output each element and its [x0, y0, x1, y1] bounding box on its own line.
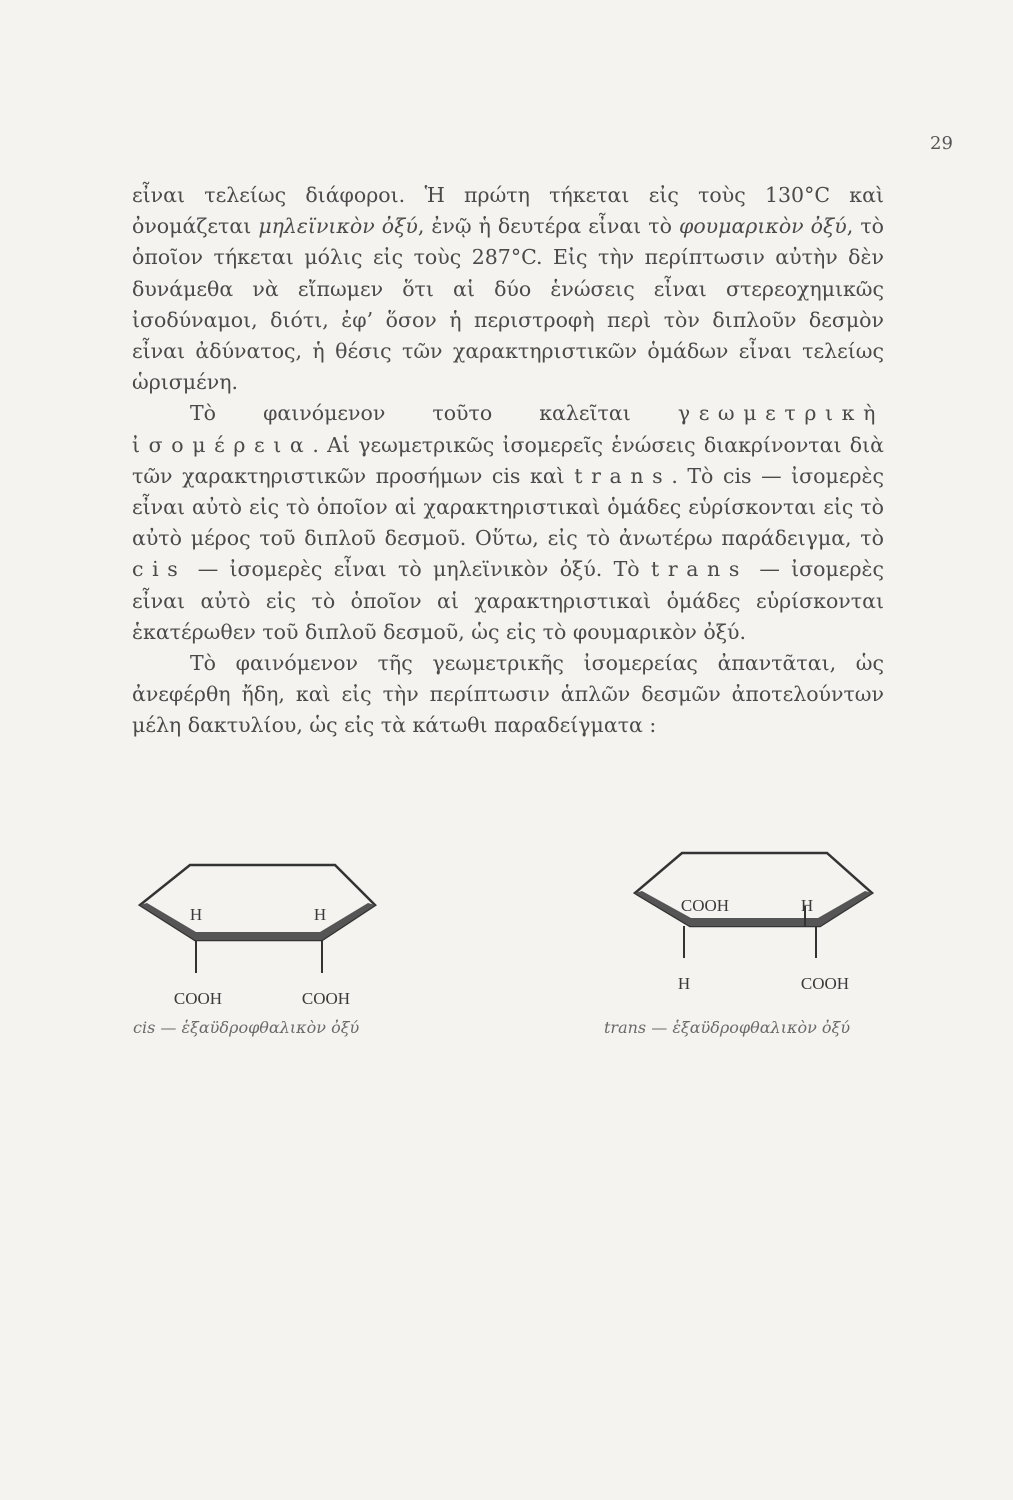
paragraph-2-segment: Τὸ φαινόμενον τοῦτο καλεῖται: [190, 401, 678, 426]
paragraph-2-segment: — ἰσομερὲς εἶναι αὐτὸ εἰς τὸ ὁποῖον αἱ χαρακτηριστικαὶ ὁμάδες εὑρίσκονται εἰς τὸ αὐτὸ μέρος τοῦ διπλοῦ δεσμοῦ. Οὕτω, εἰς τὸ ἀνωτέρω παράδειγμα, τὸ: [132, 463, 884, 551]
paragraph-2-segment: . Αἱ γεωμετρικῶς ἰσομερεῖς ἑνώσεις διακρίνονται διὰ τῶν χαρακτηριστικῶν προσήμων: [132, 432, 884, 488]
paragraph-2-segment: — ἰσομερὲς εἶναι αὐτὸ εἰς τὸ ὁποῖον αἱ χαρακτηριστικαὶ ὁμάδες εὑρίσκονται ἑκατέρωθεν τοῦ διπλοῦ δεσμοῦ, ὡς εἰς τὸ φουμαρικὸν ὀξύ.: [132, 557, 884, 644]
trans-top-right-sub: H: [800, 896, 814, 915]
paragraph-2-segment: cis: [132, 557, 187, 582]
paragraph-1-segment: εἶναι τελείως διάφοροι. Ἡ πρώτη τήκεται εἰς τοὺς 130°C καὶ ὀνομάζεται: [132, 183, 884, 239]
trans-caption: [604, 1018, 850, 1037]
paragraph-2-segment: . Τὸ: [671, 463, 723, 488]
paragraph-2-segment: — ἰσομερὲς εἶναι τὸ μηλεϊνικὸν ὀξύ. Τὸ: [186, 557, 651, 582]
paragraph-2-segment: καὶ: [520, 463, 575, 488]
paragraph-1-segment: μηλεϊνικὸν ὀξύ: [258, 214, 418, 239]
paragraph-2-segment: γεωμετρικὴ ἰσομέρεια: [132, 401, 884, 457]
paragraph-1-segment: φουμαρικὸν ὀξύ: [678, 214, 847, 239]
cis-ring-shaded-edge: [140, 903, 375, 940]
cis-top-right-sub: H: [313, 905, 327, 924]
trans-bottom-left-sub: H: [677, 974, 691, 993]
trans-cyclohexane-diagram: [620, 848, 900, 998]
trans-caption-prefix: trans: [604, 1018, 647, 1037]
paragraph-1-segment: , ἐνῷ ἡ δευτέρα εἶναι τὸ: [417, 214, 679, 239]
paragraph-3: [132, 648, 884, 742]
trans-caption-text: — ἑξαϋδροφθαλικὸν ὀξύ: [646, 1018, 851, 1037]
trans-ring-svg: [620, 848, 900, 998]
cis-caption-text: — ἑξαϋδροφθαλικὸν ὀξύ: [155, 1018, 360, 1037]
cis-top-left-sub: H: [189, 905, 203, 924]
paragraph-2-segment: cis: [491, 463, 521, 488]
paragraph-3-segment: Τὸ φαινόμενον τῆς γεωμετρικῆς ἰσομερείας ἀπαντᾶται, ὡς ἀνεφέρθη ἤδη, καὶ εἰς τὴν περίπτωσιν ἁπλῶν δεσμῶν ἀποτελούντων μέλη δακτυλίου, ὡς εἰς τὰ κάτωθι παραδείγματα :: [132, 651, 884, 738]
cis-caption: [133, 1018, 359, 1037]
trans-ring-shaded-edge: [635, 891, 872, 926]
cis-ring-outline: [140, 865, 375, 940]
cis-ring-svg: [130, 860, 410, 1010]
paragraph-1-segment: , τὸ ὁποῖον τήκεται μόλις εἰς τοὺς 287°C. Εἰς τὴν περίπτωσιν αὐτὴν δὲν δυνάμεθα νὰ εἴπωμεν ὅτι αἱ δύο ἑνώσεις εἶναι στερεοχημικῶς ἰσοδύναμοι, διότι, ἐφ’ ὅσον ἡ περιστροφὴ περὶ τὸν διπλοῦν δεσμὸν εἶναι ἀδύνατος, ἡ θέσις τῶν χαρακτηριστικῶν ὁμάδων εἶναι τελείως ὡρισμένη.: [132, 214, 884, 395]
trans-bottom-right-sub: COOH: [800, 974, 850, 993]
trans-top-left-sub: COOH: [680, 896, 730, 915]
paragraph-2-segment: cis: [722, 463, 752, 488]
body-text: [132, 180, 884, 742]
cis-cyclohexane-diagram: [130, 860, 410, 1010]
cis-bottom-left-sub: COOH: [173, 989, 223, 1008]
page-number: 29: [930, 133, 953, 154]
cis-caption-prefix: cis: [133, 1018, 156, 1037]
paragraph-2: [132, 398, 884, 648]
paragraph-1: [132, 180, 884, 398]
paragraph-2-segment: trans: [650, 557, 749, 582]
cis-bottom-right-sub: COOH: [301, 989, 351, 1008]
paragraph-2-segment: trans: [574, 463, 672, 488]
